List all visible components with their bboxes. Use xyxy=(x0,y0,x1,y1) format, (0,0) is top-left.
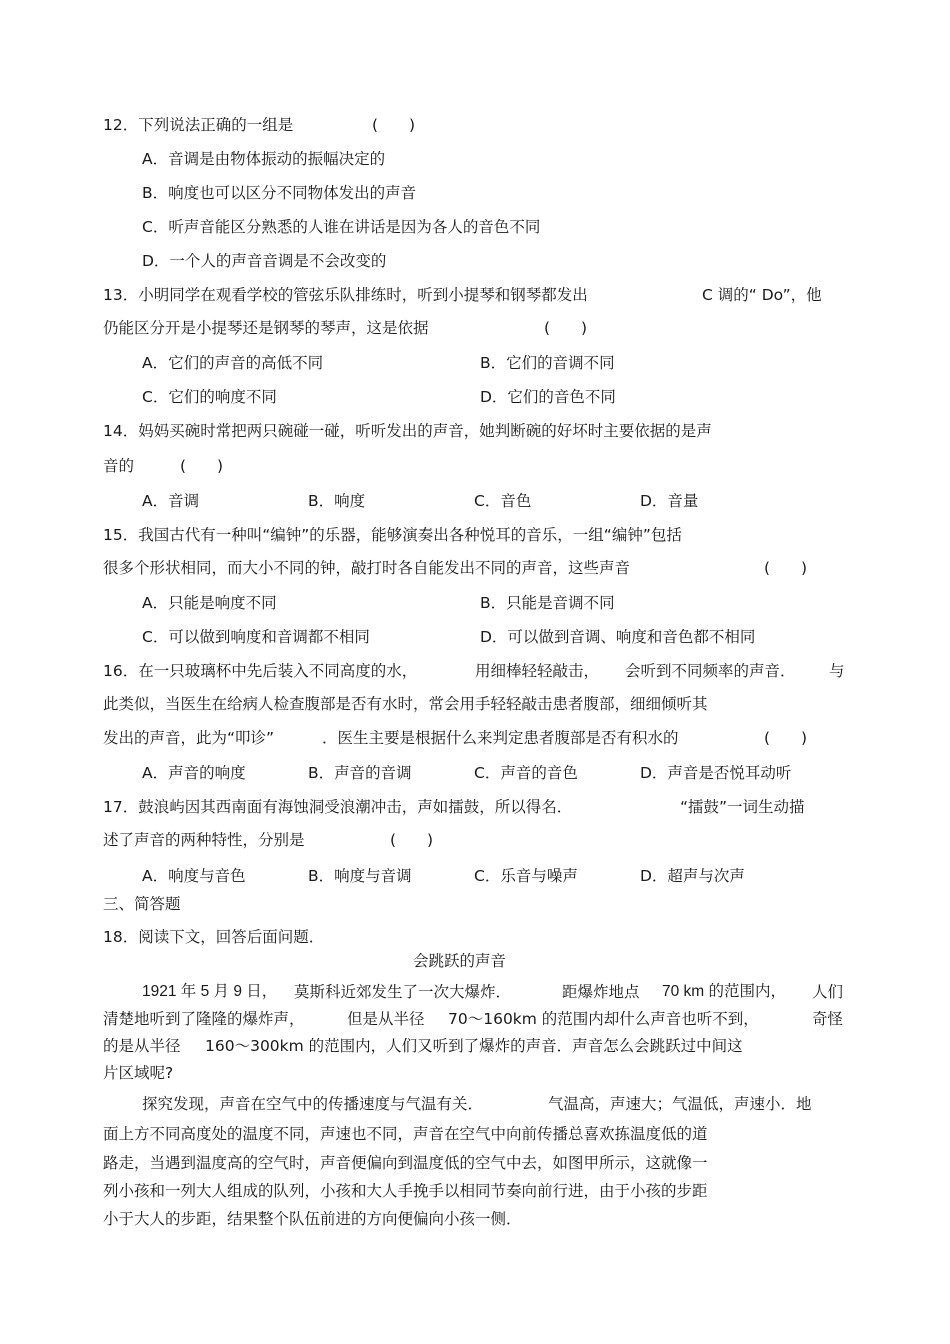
q13-stem-line2: 仍能区分开是小提琴还是钢琴的琴声，这是依据 xyxy=(103,319,429,337)
q16-option-c: C．声音的音色 xyxy=(474,764,578,782)
p1-line3a: 的是从半径 xyxy=(103,1037,181,1055)
q13-stem-line1b: C 调的“ Do”，他 xyxy=(702,286,822,304)
p2-line4: 列小孩和一列大人组成的队列，小孩和大人手挽手以相同节奏向前行进，由于小孩的步距 xyxy=(103,1182,708,1200)
q13-option-a: A．它们的声音的高低不同 xyxy=(142,354,324,372)
q16-option-d: D．声音是否悦耳动听 xyxy=(640,764,792,782)
q14-option-a: A．音调 xyxy=(142,492,200,510)
p1-line1a: 1921 年 5 月 9 日， xyxy=(142,983,278,1000)
q16-stem-line3b: ．医生主要是根据什么来判定患者腹部是否有积水的 xyxy=(322,729,679,747)
q14-option-c: C．音色 xyxy=(474,492,532,510)
q12-option-b: B．响度也可以区分不同物体发出的声音 xyxy=(142,184,417,202)
q15-stem-line2: 很多个形状相同，而大小不同的钟，敲打时各自能发出不同的声音，这些声音 xyxy=(103,559,631,577)
q14-option-d: D．音量 xyxy=(640,492,699,510)
q17-option-d: D．超声与次声 xyxy=(640,867,745,885)
q15-stem-line1: 15．我国古代有一种叫“编钟”的乐器，能够演奏出各种悦耳的音乐，一组“编钟”包括 xyxy=(103,526,682,544)
q16-answer-paren: ( ) xyxy=(764,729,808,747)
q15-option-c: C．可以做到响度和音调都不相同 xyxy=(142,628,370,646)
p1-line2a: 清楚地听到了隆隆的爆炸声， xyxy=(103,1010,305,1028)
q12-option-c: C．听声音能区分熟悉的人谁在讲话是因为各人的音色不同 xyxy=(142,218,541,236)
p2-line1b: 气温高，声速大；气温低，声速小．地 xyxy=(548,1095,812,1113)
q15-option-d: D．可以做到音调、响度和音色都不相同 xyxy=(480,628,756,646)
q13-stem-line1a: 13．小明同学在观看学校的管弦乐队排练时，听到小提琴和钢琴都发出 xyxy=(103,286,588,304)
p1-line2c: 70～160km 的范围内却什么声音也听不到， xyxy=(448,1010,759,1028)
q13-option-b: B．它们的音调不同 xyxy=(480,354,615,372)
q13-option-d: D．它们的音色不同 xyxy=(480,388,616,406)
p2-line5: 小于大人的步距，结果整个队伍前进的方向便偏向小孩一侧． xyxy=(103,1210,522,1228)
q17-option-a: A．响度与音色 xyxy=(142,867,246,885)
q16-option-a: A．声音的响度 xyxy=(142,764,246,782)
q17-stem-line2: 述了声音的两种特性，分别是 xyxy=(103,831,305,849)
q16-stem-line2: 此类似，当医生在给病人检查腹部是否有水时，常会用手轻轻敲击患者腹部，细细倾听其 xyxy=(103,695,708,713)
p1-line1d: 70 km 的范围内， xyxy=(662,983,787,1000)
q14-answer-paren: ( ) xyxy=(180,457,224,475)
q15-option-a: A．只能是响度不同 xyxy=(142,594,277,612)
p1-line2d: 奇怪 xyxy=(812,1010,844,1028)
q16-stem-line1b: 用细棒轻轻敲击， xyxy=(475,662,600,680)
p1-line1b: 莫斯科近郊发生了一次大爆炸． xyxy=(294,983,512,1001)
p1-line1c: 距爆炸地点 xyxy=(562,983,640,1001)
p1-line1e: 人们 xyxy=(812,983,844,1001)
p2-line1a: 探究发现，声音在空气中的传播速度与气温有关． xyxy=(142,1095,484,1113)
article-title: 会跳跃的声音 xyxy=(413,952,507,970)
q17-option-b: B．响度与音调 xyxy=(308,867,412,885)
q16-option-b: B．声音的音调 xyxy=(308,764,412,782)
q14-stem-line1: 14．妈妈买碗时常把两只碗碰一碰，听听发出的声音，她判断碗的好坏时主要依据的是声 xyxy=(103,422,712,440)
p1-line2b: 但是从半径 xyxy=(347,1010,425,1028)
q17-answer-paren: ( ) xyxy=(390,831,434,849)
q15-answer-paren: ( ) xyxy=(764,559,808,577)
q14-option-b: B．响度 xyxy=(308,492,366,510)
q15-option-b: B．只能是音调不同 xyxy=(480,594,615,612)
q17-stem-line1b: “擂鼓”一词生动描 xyxy=(680,798,805,816)
q13-option-c: C．它们的响度不同 xyxy=(142,388,277,406)
q17-stem-line1a: 17．鼓浪屿因其西南面有海蚀洞受浪潮冲击，声如擂鼓，所以得名． xyxy=(103,798,573,816)
q16-stem-line1a: 16．在一只玻璃杯中先后装入不同高度的水， xyxy=(103,662,418,680)
section-heading: 三、简答题 xyxy=(103,895,181,913)
q16-stem-line1d: 与 xyxy=(829,662,845,680)
q12-answer-paren: ( ) xyxy=(372,116,416,134)
p1-line4: 片区域呢? xyxy=(103,1064,174,1082)
p2-line2: 面上方不同高度处的温度不同，声速也不同，声音在空气中向前传播总喜欢拣温度低的道 xyxy=(103,1125,708,1143)
q12-stem: 12．下列说法正确的一组是 xyxy=(103,116,294,134)
q18-stem: 18．阅读下文，回答后面问题． xyxy=(103,928,325,946)
q12-option-d: D．一个人的声音音调是不会改变的 xyxy=(142,252,387,270)
q16-stem-line3a: 发出的声音，此为“叩诊” xyxy=(103,729,275,747)
p1-line3b: 160～300km 的范围内，人们又听到了爆炸的声音．声音怎么会跳跃过中间这 xyxy=(205,1037,743,1055)
q16-stem-line1c: 会听到不同频率的声音． xyxy=(625,662,796,680)
p2-line3: 路走，当遇到温度高的空气时，声音便偏向到温度低的空气中去，如图甲所示，这就像一 xyxy=(103,1154,708,1172)
q14-stem-line2: 音的 xyxy=(103,457,135,475)
q13-answer-paren: ( ) xyxy=(544,319,588,337)
q17-option-c: C．乐音与噪声 xyxy=(474,867,578,885)
q12-option-a: A．音调是由物体振动的振幅决定的 xyxy=(142,150,386,168)
